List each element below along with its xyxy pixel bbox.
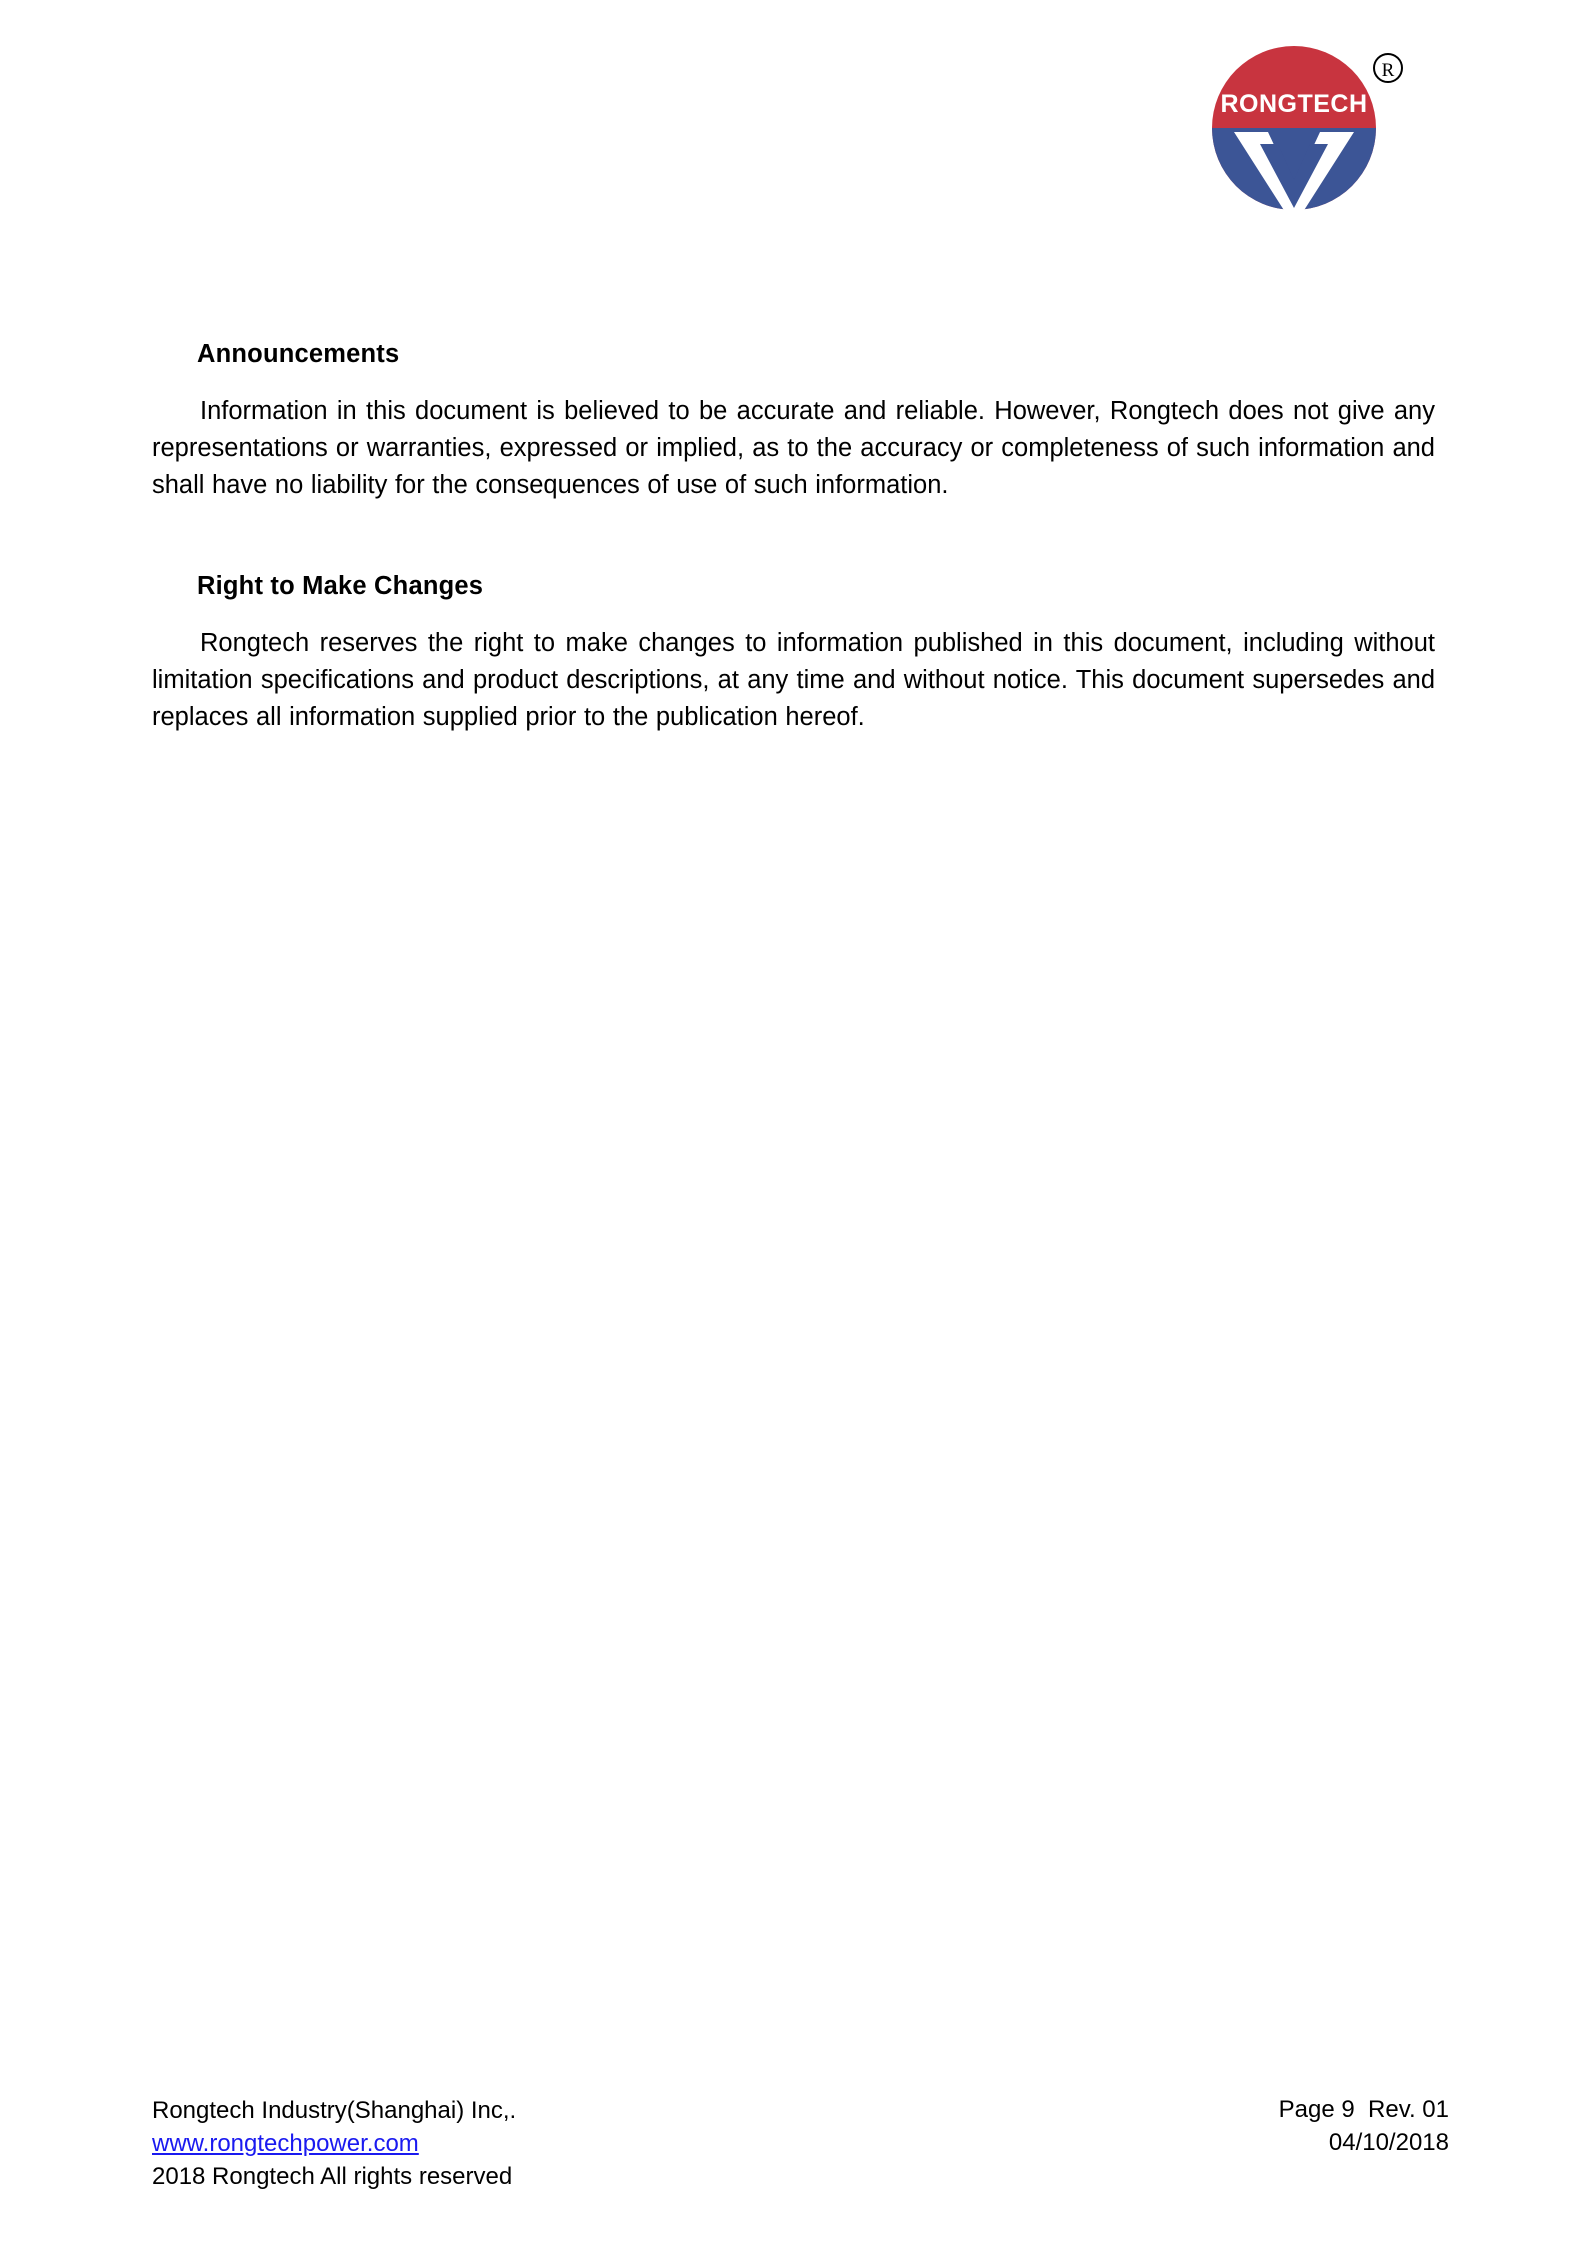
rongtech-logo <box>1182 40 1412 240</box>
footer-company-name: Rongtech Industry(Shanghai) Inc,. <box>152 2097 517 2124</box>
footer-website-link[interactable]: www.rongtechpower.com <box>152 2130 419 2157</box>
section-heading-announcements: Announcements <box>197 340 400 368</box>
document-body <box>152 340 1435 736</box>
page-footer <box>152 2063 1457 2193</box>
footer-date: 04/10/2018 <box>1328 2129 1449 2156</box>
footer-copyright: 2018 Rongtech All rights reserved <box>152 2163 513 2190</box>
section-body-right-to-make-changes: Rongtech reserves the right to make changes to information published in this document, including without limitation specifications and product descriptions, at any time and without notice. This document supersedes and replaces all information supplied prior to the publication hereof. <box>152 629 1435 731</box>
footer-page-revision: Page 9 Rev. 01 <box>1278 2096 1449 2123</box>
logo-brand-text: RONGTECH <box>1220 90 1368 118</box>
section-body-announcements: Information in this document is believed to be accurate and reliable. However, Rongtech does not give any representations or warranties, expressed or implied, as to the accuracy or completeness of such information and shall have no liability for the consequences of use of such information. <box>152 397 1435 499</box>
footer-right-block <box>1279 2093 1449 2159</box>
registered-trademark-icon: R <box>1381 60 1395 81</box>
section-heading-right-to-make-changes: Right to Make Changes <box>197 572 484 600</box>
section-spacer <box>152 504 1435 572</box>
footer-left-block <box>152 2094 516 2193</box>
